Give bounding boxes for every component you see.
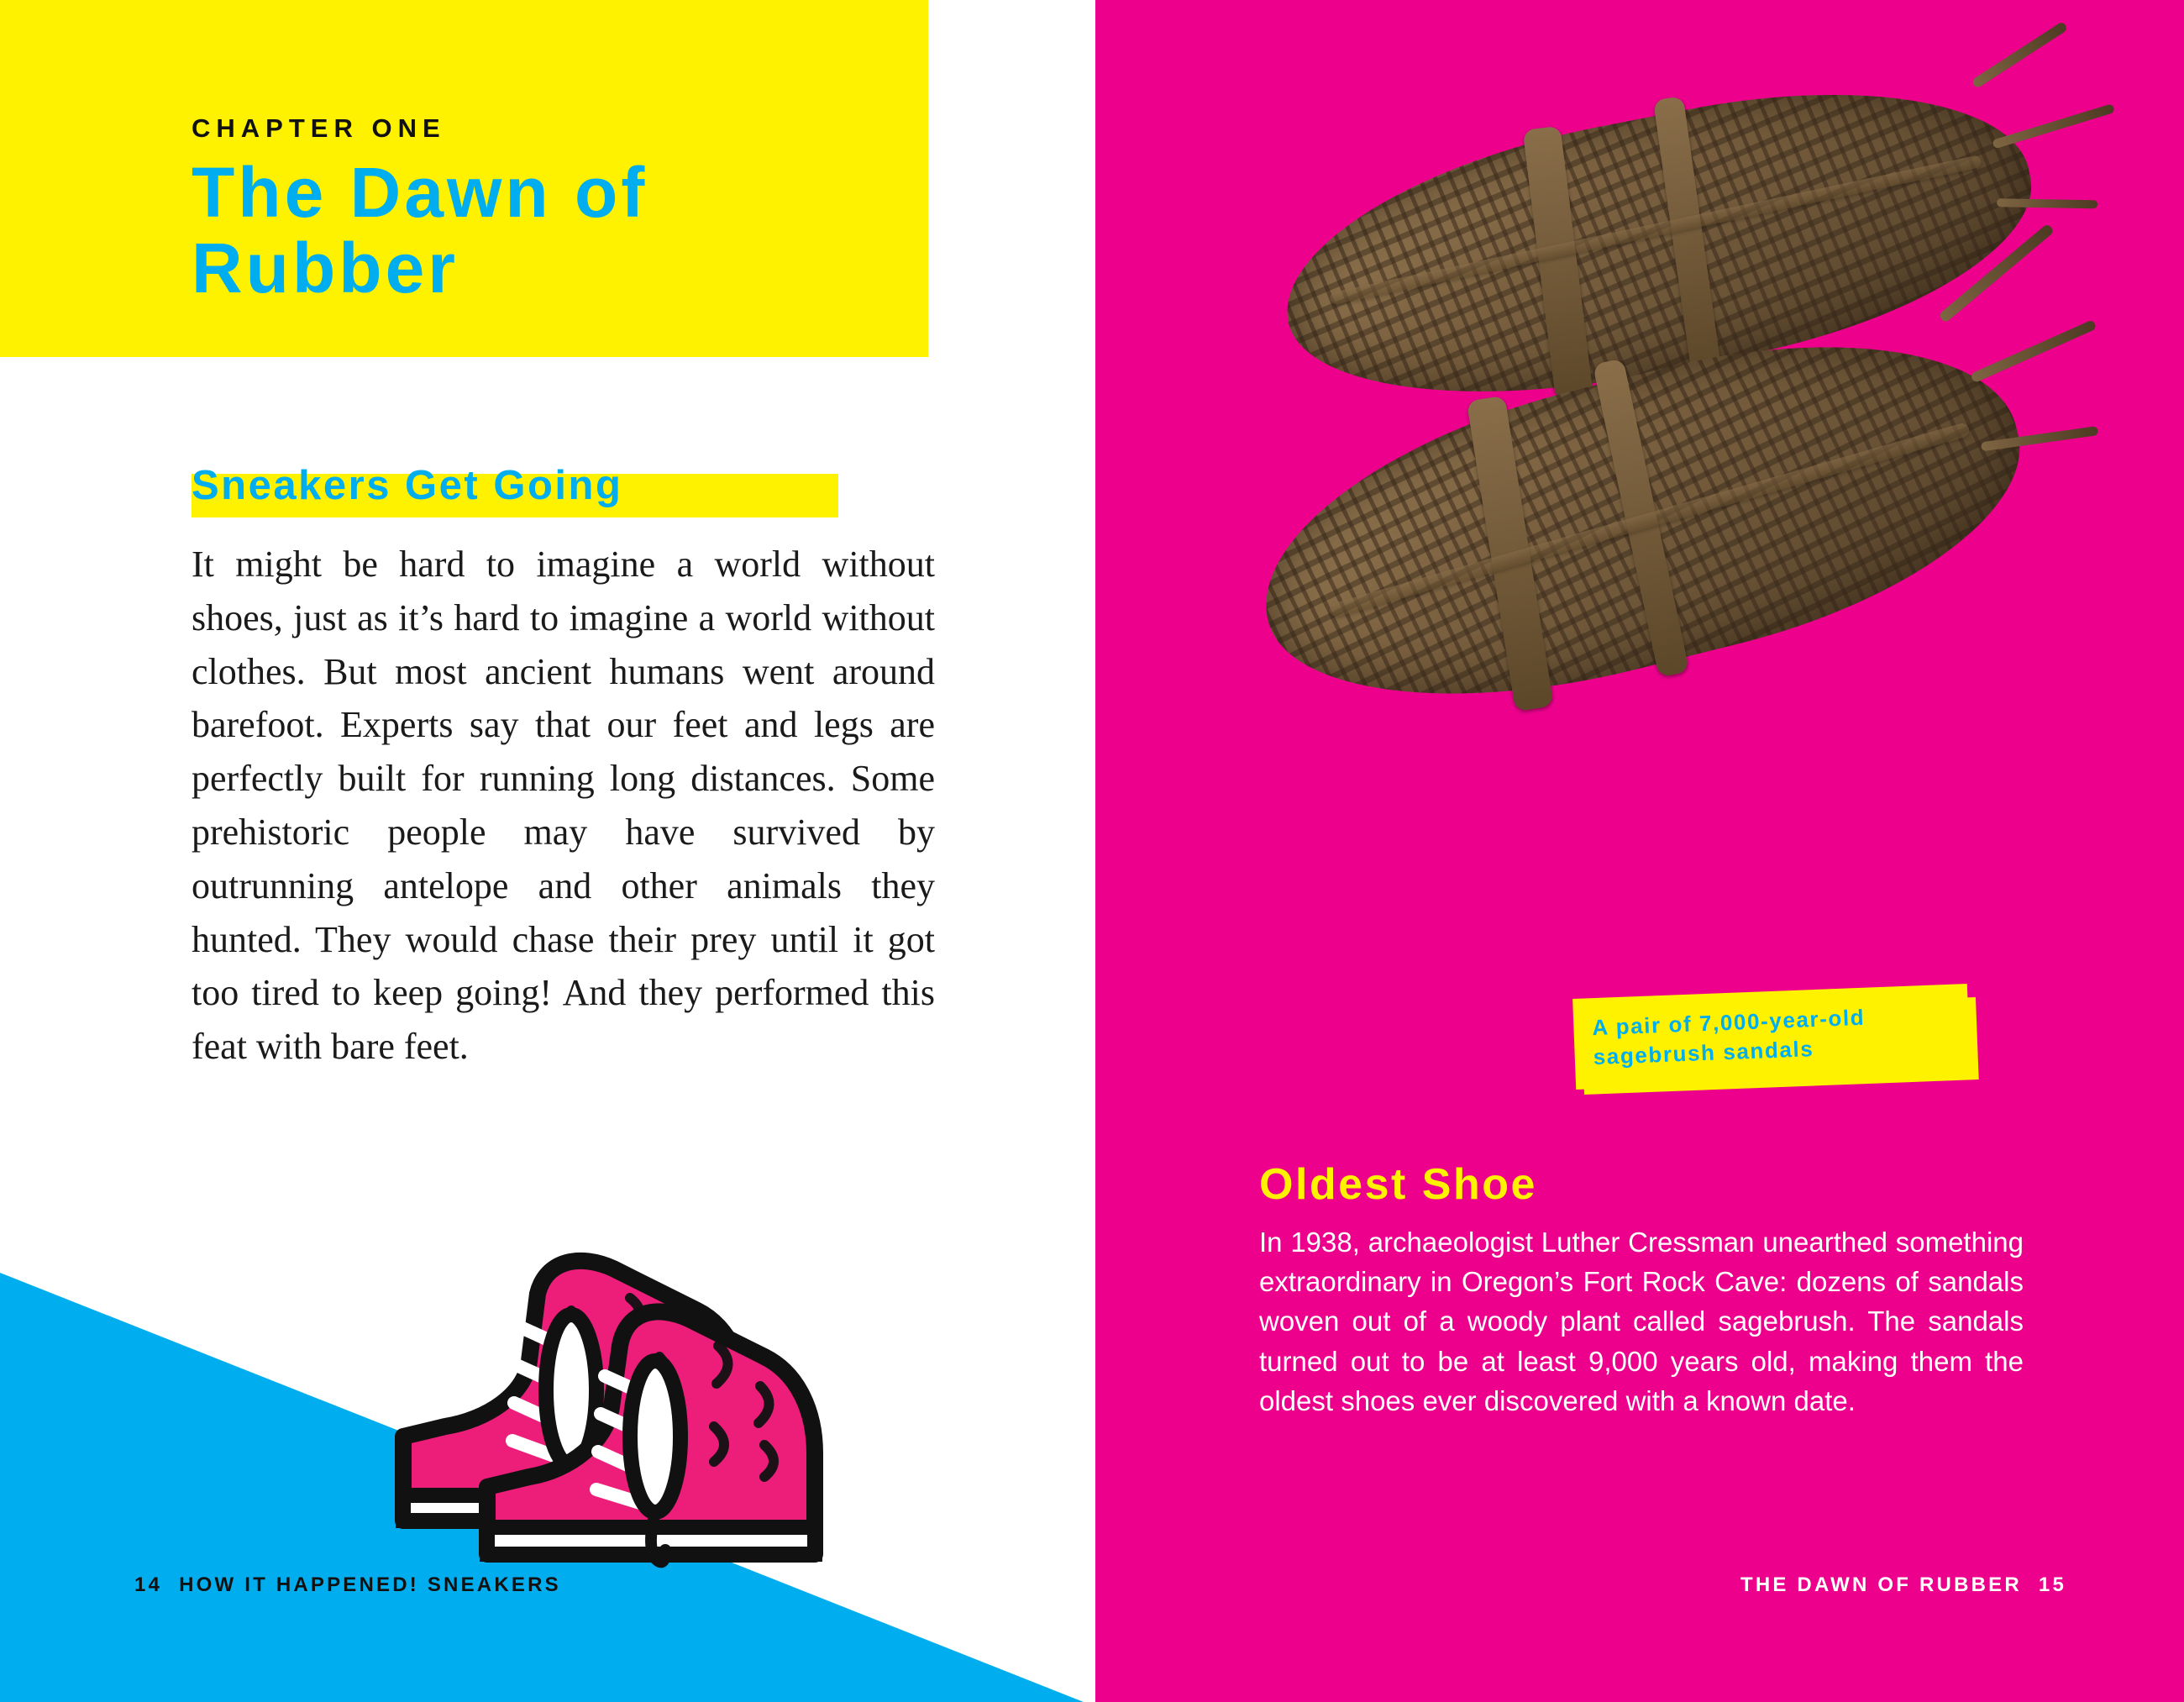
- sidebar-heading: Oldest Shoe: [1259, 1160, 1537, 1209]
- sandal-fringe: [1971, 319, 2097, 383]
- left-page-folio: [134, 1573, 561, 1597]
- chapter-title-block: [0, 0, 928, 357]
- page-gutter: [1084, 0, 1095, 1702]
- right-page-number: 15: [2038, 1573, 2066, 1596]
- right-page-folio: [1740, 1573, 2066, 1597]
- right-page: [1095, 0, 2184, 1702]
- section-heading: Sneakers Get Going: [192, 463, 623, 508]
- chapter-kicker: CHAPTER ONE: [192, 113, 446, 143]
- left-page-number: 14: [134, 1573, 163, 1596]
- body-text: It might be hard to imagine a world without shoes, just as it’s hard to imagine a world without clothes. But most ancient humans went around barefoot. Experts say that our feet and legs are perfectly built for running long distances. Some prehistoric people may have survived by outrunning antelope and other animals they hunted. They would chase their prey until it got too tired to keep going! And they performed this feat with bare feet.: [192, 544, 935, 1068]
- left-page: [0, 0, 1084, 1702]
- sandal-fringe: [1992, 103, 2115, 149]
- sandal-fringe: [1997, 198, 2097, 208]
- sandal-fringe: [1981, 426, 2098, 451]
- sandal-weave-line: [1329, 155, 1982, 305]
- photo-caption: A pair of 7,000-year-old sagebrush sandals: [1591, 1004, 1866, 1070]
- high-top-sneakers-illustration: [277, 1159, 899, 1596]
- section-heading-group: [192, 462, 838, 509]
- caption-box: [1572, 984, 1971, 1090]
- right-running-head: THE DAWN OF RUBBER: [1740, 1573, 2022, 1596]
- sandal-strap: [1523, 126, 1593, 401]
- page-title: The Dawn of Rubber: [192, 153, 648, 307]
- sidebar-body-text: In 1938, archaeologist Luther Cressman unearthed something extraordinary in Oregon’s Fort Rock Cave: dozens of sandals woven out of a woody plant called sagebrush. The sandals turned out to be at least 9,000 years old, making them the oldest shoes ever discovered with a known date.: [1259, 1227, 2024, 1416]
- left-running-head: HOW IT HAPPENED! SNEAKERS: [179, 1573, 561, 1596]
- sandal-fringe: [1971, 21, 2069, 89]
- woven-sagebrush-sandals-photo: [1129, 101, 2162, 983]
- sandal-strap: [1653, 96, 1722, 375]
